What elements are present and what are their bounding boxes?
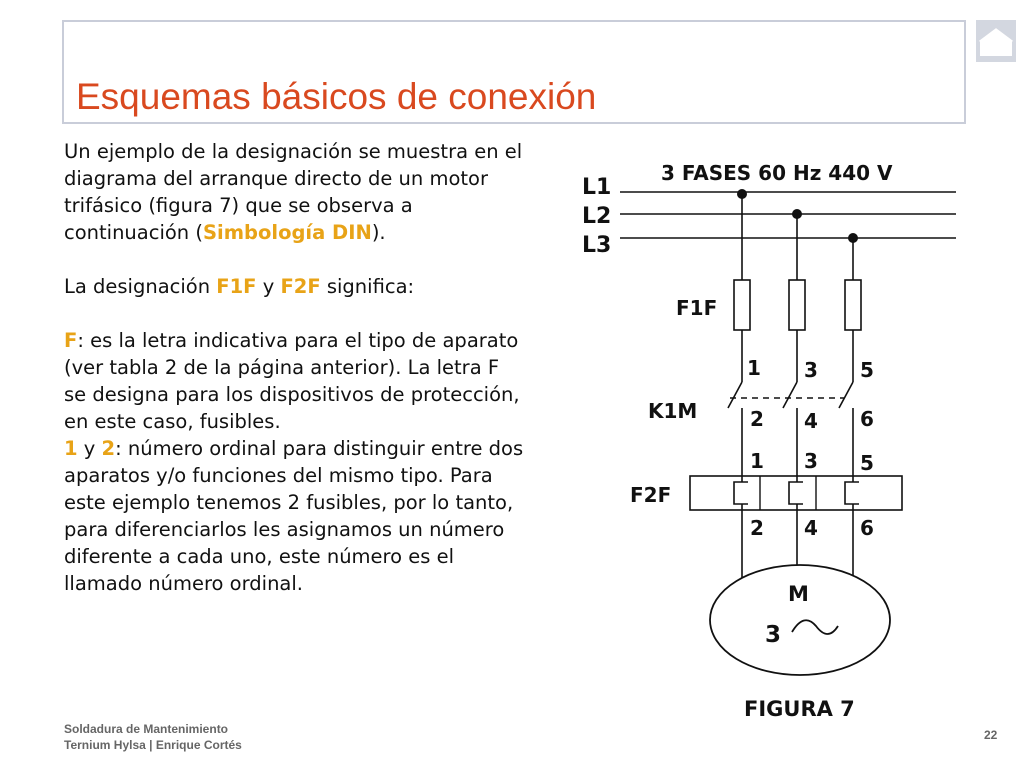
f1f-label: F1F bbox=[676, 296, 718, 320]
l1-label: L1 bbox=[582, 175, 612, 200]
f2f-label: F2F bbox=[630, 483, 672, 507]
page-number: 22 bbox=[984, 728, 998, 742]
two-highlight: 2 bbox=[101, 437, 116, 460]
k1m-top-3: 3 bbox=[804, 358, 818, 382]
f1f-highlight: F1F bbox=[216, 275, 257, 298]
contact-3 bbox=[839, 382, 853, 408]
title-box bbox=[62, 20, 966, 124]
body-text bbox=[64, 138, 524, 597]
k1m-label: K1M bbox=[648, 399, 698, 423]
k1m-top-1: 1 bbox=[747, 356, 761, 380]
letter-f-text: : es la letra indicativa para el tipo de aparato (ver tabla 2 de la página anterior). La letra F se designa para los dispositivos de protección, en este caso, fusibles. bbox=[64, 329, 520, 433]
ordinal-text: : número ordinal para distinguir entre dos aparatos y/o funciones del mismo tipo. Para este ejemplo tenemos 2 fusibles, por lo tanto, para diferenciarlos les asignamos un número diferente a cada uno, este número es el llamado número ordinal. bbox=[64, 437, 524, 595]
intro-end: ). bbox=[371, 221, 386, 244]
din-highlight: Simbología DIN bbox=[202, 221, 372, 244]
one-highlight: 1 bbox=[64, 437, 78, 460]
ordinal-and: y bbox=[77, 437, 102, 460]
wiring-diagram bbox=[560, 150, 980, 730]
paragraph-intro bbox=[64, 138, 524, 246]
contact-1 bbox=[728, 382, 742, 408]
motor-label: M bbox=[788, 582, 809, 606]
designation-text: La designación bbox=[64, 275, 217, 298]
f2f-top-1: 1 bbox=[750, 449, 764, 473]
k1m-bottom-2: 2 bbox=[750, 407, 764, 431]
paragraph-ordinal bbox=[64, 435, 524, 597]
f2f-bottom-4: 4 bbox=[804, 516, 818, 540]
footer-author: Ternium Hylsa | Enrique Cortés bbox=[64, 738, 242, 752]
supply-label: 3 FASES 60 Hz 440 V bbox=[661, 161, 893, 185]
fuse-1 bbox=[734, 280, 750, 330]
designation-end: significa: bbox=[320, 275, 415, 298]
contact-2 bbox=[783, 382, 797, 408]
f2f-bottom-6: 6 bbox=[860, 516, 874, 540]
f2f-top-5: 5 bbox=[860, 451, 874, 475]
paragraph-designation bbox=[64, 273, 524, 300]
k1m-bottom-4: 4 bbox=[804, 409, 818, 433]
fuse-2 bbox=[789, 280, 805, 330]
l3-label: L3 bbox=[582, 233, 612, 258]
f2f-highlight: F2F bbox=[280, 275, 321, 298]
footer bbox=[64, 721, 242, 753]
overload-relay bbox=[690, 476, 902, 510]
l2-label: L2 bbox=[582, 204, 612, 229]
f2f-bottom-2: 2 bbox=[750, 516, 764, 540]
figure-caption: FIGURA 7 bbox=[744, 697, 855, 721]
slide-title: Esquemas básicos de conexión bbox=[76, 76, 597, 117]
paragraph-letter-f bbox=[64, 327, 524, 435]
k1m-bottom-6: 6 bbox=[860, 407, 874, 431]
motor-phases: 3 bbox=[765, 622, 782, 648]
f-highlight: F bbox=[64, 329, 78, 352]
k1m-top-5: 5 bbox=[860, 358, 874, 382]
f2f-top-3: 3 bbox=[804, 449, 818, 473]
home-icon[interactable] bbox=[976, 20, 1016, 62]
fuse-3 bbox=[845, 280, 861, 330]
footer-course: Soldadura de Mantenimiento bbox=[64, 722, 229, 736]
intro-text: Un ejemplo de la designación se muestra en el diagrama del arranque directo de un motor trifásico (figura 7) que se observa a continuación ( bbox=[64, 140, 523, 244]
designation-and: y bbox=[256, 275, 281, 298]
